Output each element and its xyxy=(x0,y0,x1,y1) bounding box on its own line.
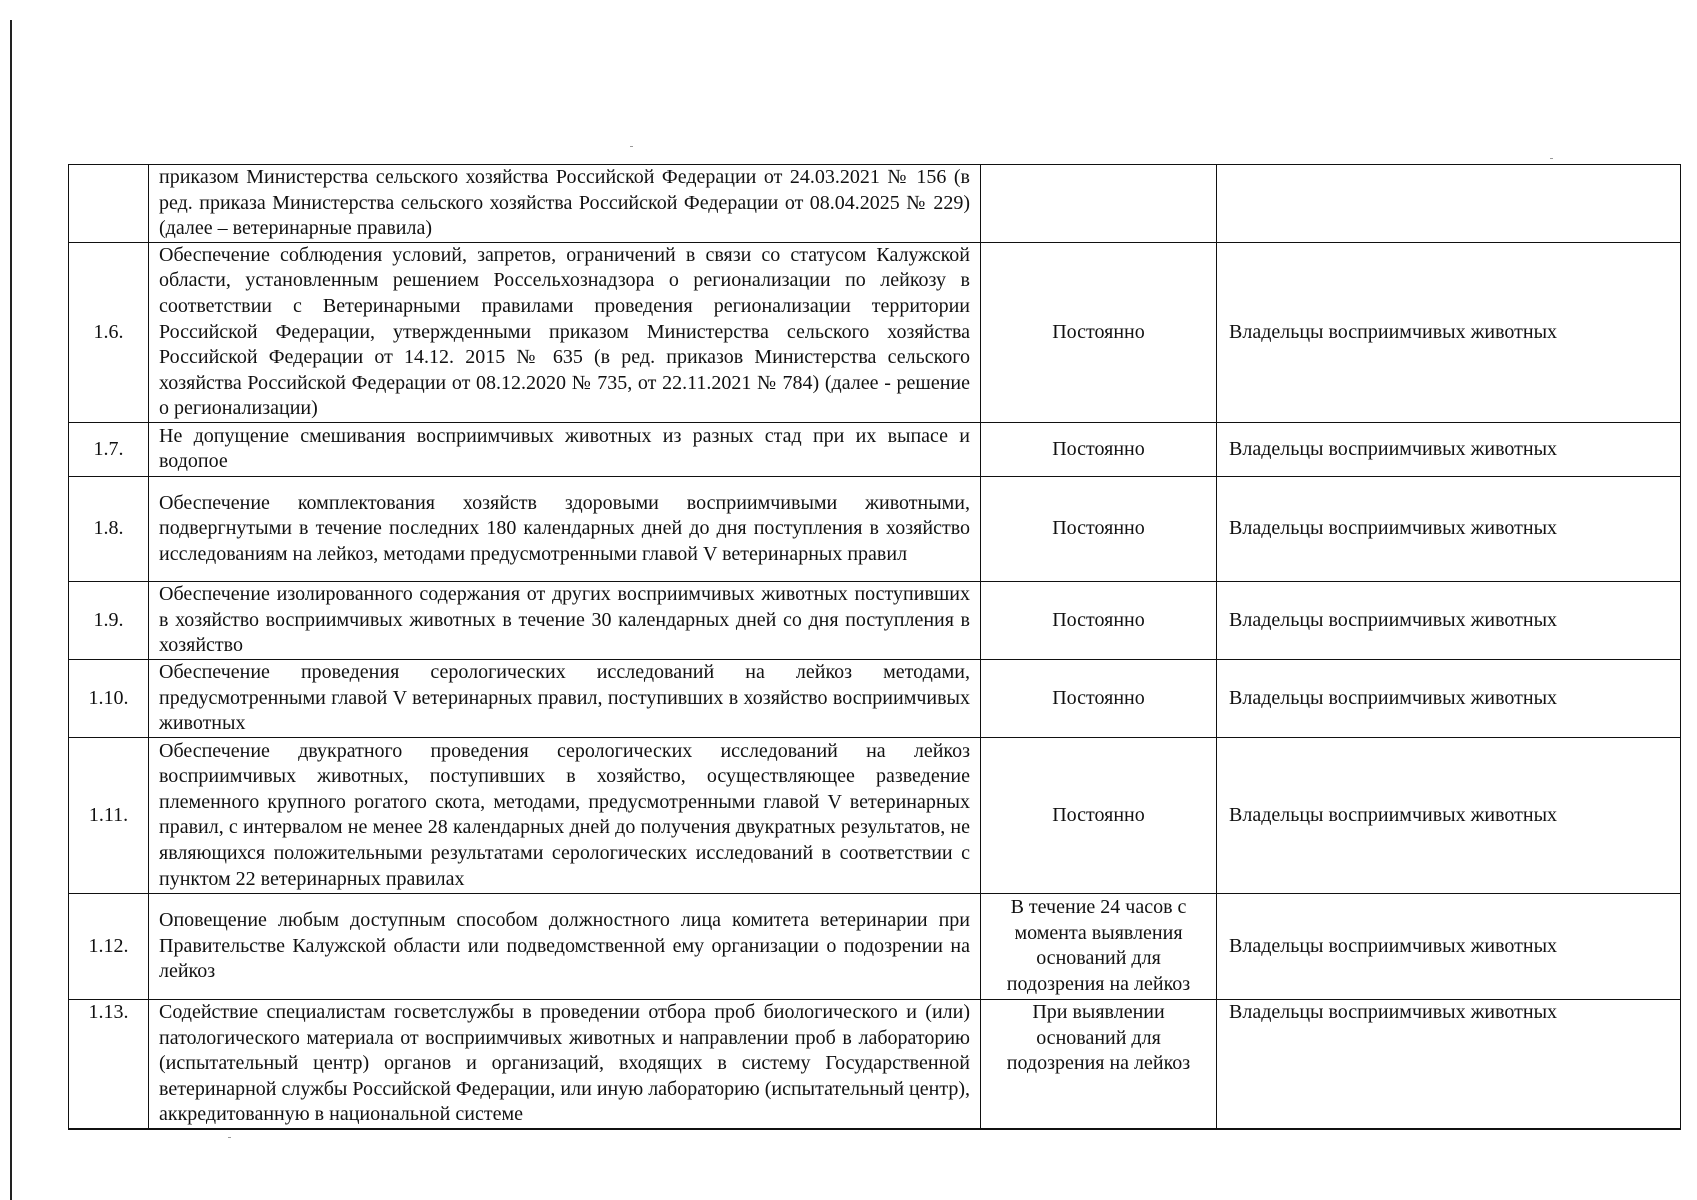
table-row xyxy=(69,422,1681,476)
row-number: 1.10. xyxy=(69,659,149,737)
measure-text: Содействие специалистам госветслужбы в проведении отбора проб биологического и (или) патологического материала от восприимчивых животных и направлении проб в лабораторию (испытательный центр) органов и организаций, входящих в систему Государственной ветеринарной службы Российской Федерации, или иную лабораторию (испытательный центр), аккредитованную в национальной системе xyxy=(149,999,981,1129)
measure-text: Обеспечение комплектования хозяйств здоровыми восприимчивыми животными, подвергнутыми в течение последних 180 календарных дней до дня поступления в хозяйство исследованиям на лейкоз, методами предусмотренными главой V ветеринарных правил xyxy=(149,476,981,581)
row-number: 1.9. xyxy=(69,581,149,659)
measure-term: Постоянно xyxy=(981,476,1217,581)
row-number: 1.13. xyxy=(69,999,149,1129)
row-number: 1.11. xyxy=(69,737,149,893)
measure-term: В течение 24 часов с момента выявления оснований для подозрения на лейкоз xyxy=(981,893,1217,999)
table-row xyxy=(69,737,1681,893)
measure-text: Не допущение смешивания восприимчивых животных из разных стад при их выпасе и водопое xyxy=(149,422,981,476)
scan-speck xyxy=(228,1137,231,1138)
table-row xyxy=(69,165,1681,243)
measure-responsible: Владельцы восприимчивых животных xyxy=(1217,422,1681,476)
measure-responsible xyxy=(1217,165,1681,243)
measure-text: Обеспечение проведения серологических исследований на лейкоз методами, предусмотренными главой V ветеринарных правил, поступивших в хозяйство восприимчивых животных xyxy=(149,659,981,737)
table-row xyxy=(69,581,1681,659)
measure-term: Постоянно xyxy=(981,581,1217,659)
row-number: 1.8. xyxy=(69,476,149,581)
measure-text: Оповещение любым доступным способом должностного лица комитета ветеринарии при Правительстве Калужской области или подведомственной ему организации о подозрении на лейкоз xyxy=(149,893,981,999)
measure-term: Постоянно xyxy=(981,422,1217,476)
measures-table xyxy=(68,164,1681,1130)
table-row xyxy=(69,659,1681,737)
row-number: 1.12. xyxy=(69,893,149,999)
table-row xyxy=(69,893,1681,999)
measure-responsible: Владельцы восприимчивых животных xyxy=(1217,893,1681,999)
measure-term: Постоянно xyxy=(981,659,1217,737)
table-row xyxy=(69,242,1681,422)
row-number: 1.6. xyxy=(69,242,149,422)
table-row xyxy=(69,999,1681,1129)
measure-responsible: Владельцы восприимчивых животных xyxy=(1217,242,1681,422)
measure-text: приказом Министерства сельского хозяйства Российской Федерации от 24.03.2021 № 156 (в ред. приказа Министерства сельского хозяйства Российской Федерации от 08.04.2025 № 229) (далее – ветеринарные правила) xyxy=(149,165,981,243)
table-row xyxy=(69,476,1681,581)
measure-term: Постоянно xyxy=(981,737,1217,893)
measure-term xyxy=(981,165,1217,243)
scan-speck xyxy=(1550,158,1553,159)
scan-speck xyxy=(630,146,633,147)
measure-responsible: Владельцы восприимчивых животных xyxy=(1217,737,1681,893)
row-number xyxy=(69,165,149,243)
measure-responsible: Владельцы восприимчивых животных xyxy=(1217,476,1681,581)
row-number: 1.7. xyxy=(69,422,149,476)
measure-responsible: Владельцы восприимчивых животных xyxy=(1217,659,1681,737)
measure-text: Обеспечение двукратного проведения серологических исследований на лейкоз восприимчивых животных, поступивших в хозяйство, осуществляющее разведение племенного крупного рогатого скота, методами, предусмотренными главой V ветеринарных правил, с интервалом не менее 28 календарных дней до получения двукратных результатов, не являющихся положительными результатами серологических исследований в соответствии с пунктом 22 ветеринарных правилах xyxy=(149,737,981,893)
scan-edge-line xyxy=(10,20,12,1200)
measure-responsible: Владельцы восприимчивых животных xyxy=(1217,999,1681,1129)
measure-responsible: Владельцы восприимчивых животных xyxy=(1217,581,1681,659)
measure-term: При выявлении оснований для подозрения на лейкоз xyxy=(981,999,1217,1129)
measure-text: Обеспечение соблюдения условий, запретов, ограничений в связи со статусом Калужской области, установленным решением Россельхознадзора о регионализации по лейкозу в соответствии с Ветеринарными правилами проведения регионализации территории Российской Федерации, утвержденными приказом Министерства сельского хозяйства Российской Федерации от 14.12. 2015 № 635 (в ред. приказов Министерства сельского хозяйства Российской Федерации от 08.12.2020 № 735, от 22.11.2021 № 784) (далее - решение о регионализации) xyxy=(149,242,981,422)
measure-term: Постоянно xyxy=(981,242,1217,422)
measure-text: Обеспечение изолированного содержания от других восприимчивых животных поступивших в хозяйство восприимчивых животных в течение 30 календарных дней со дня поступления в хозяйство xyxy=(149,581,981,659)
